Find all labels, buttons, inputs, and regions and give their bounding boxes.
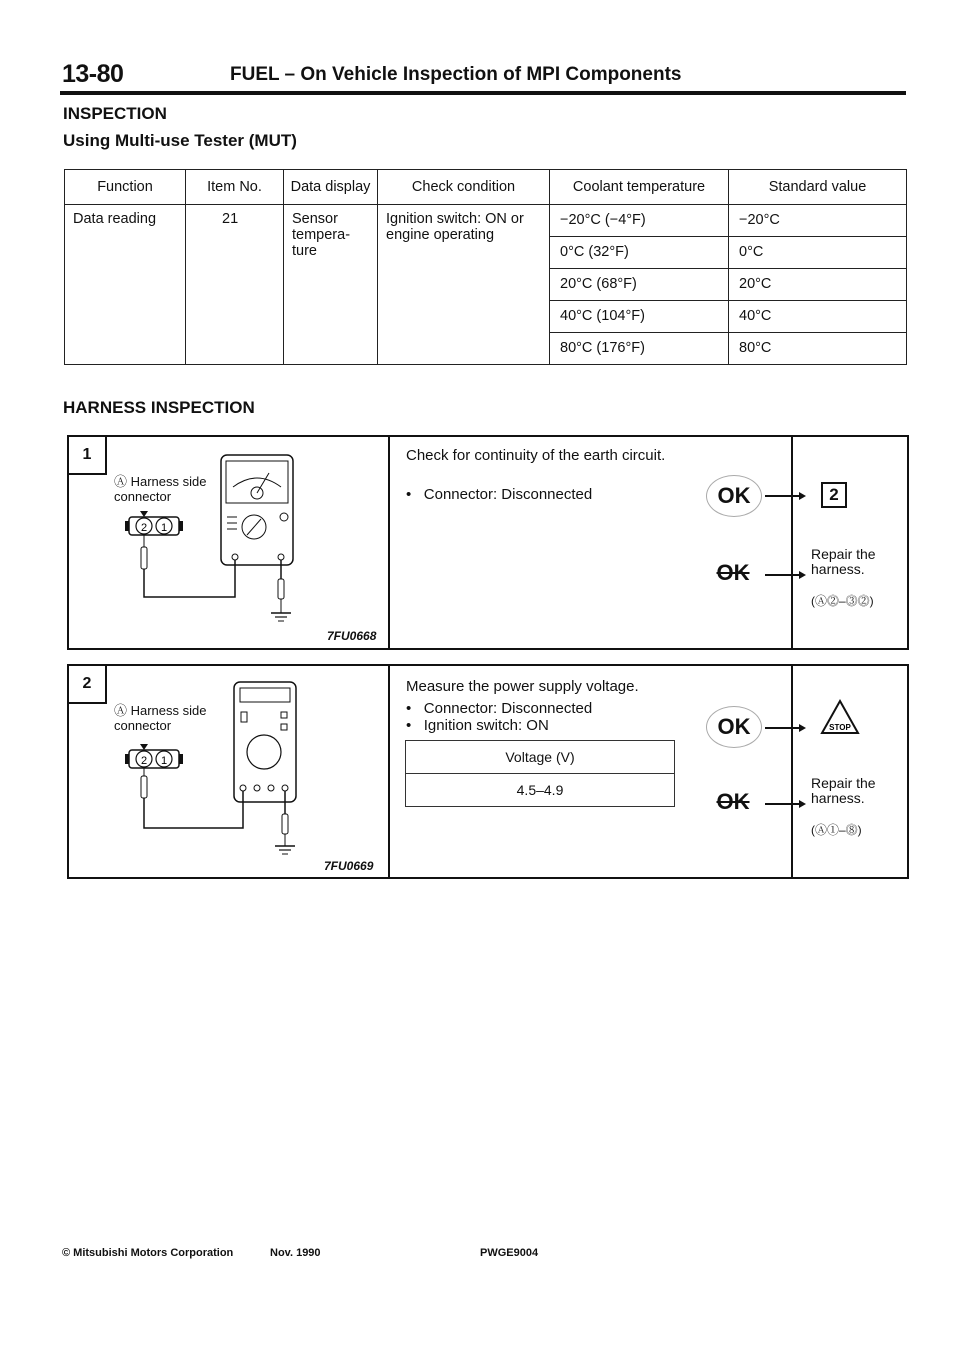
item-no-cell: 21 <box>186 205 284 365</box>
col-header-data-display: Data display <box>284 170 378 205</box>
pin-label: 1 <box>160 522 168 534</box>
step-description: Check for continuity of the earth circuit. <box>406 447 666 464</box>
footer-copyright: © Mitsubishi Motors Corporation <box>62 1247 234 1259</box>
inspection-subtitle: Using Multi-use Tester (MUT) <box>63 131 297 150</box>
col-header-coolant-temperature: Coolant temperature <box>550 170 729 205</box>
harness-side-connector-label: Ⓐ Harness side connector <box>114 703 207 733</box>
coolant-cell: 80°C (176°F) <box>550 333 729 365</box>
coolant-cell: −20°C (−4°F) <box>550 205 729 237</box>
data-display-cell: Sensor tempera-ture <box>284 205 378 365</box>
ng-badge: OK <box>716 560 750 585</box>
table-header-row <box>65 170 907 205</box>
harness-title: HARNESS INSPECTION <box>63 398 255 417</box>
function-cell: Data reading <box>65 205 186 365</box>
ok-arrow <box>765 727 799 729</box>
col-header-function: Function <box>65 170 186 205</box>
coolant-cell: 40°C (104°F) <box>550 301 729 333</box>
bullet-item: • Connector: Disconnected <box>406 700 593 717</box>
stop-label: STOP <box>829 723 851 732</box>
step-number: 1 <box>69 437 107 475</box>
check-condition-cell: Ignition switch: ON or engine operating <box>378 205 550 365</box>
harness-step-1 <box>67 435 909 650</box>
standard-cell: 80°C <box>729 333 907 365</box>
next-step-box: 2 <box>821 482 847 508</box>
coolant-cell: 20°C (68°F) <box>550 269 729 301</box>
ng-arrow <box>765 803 799 805</box>
voltage-table <box>405 740 675 807</box>
standard-cell: −20°C <box>729 205 907 237</box>
standard-cell: 0°C <box>729 237 907 269</box>
ng-arrow <box>765 574 799 576</box>
coolant-cell: 0°C (32°F) <box>550 237 729 269</box>
step-number: 2 <box>69 666 107 704</box>
inspection-title: INSPECTION <box>63 104 167 123</box>
page-number: 13-80 <box>62 60 124 88</box>
repair-text: Repair the harness. <box>811 546 876 577</box>
panel-divider <box>388 666 390 877</box>
ok-arrow <box>765 495 799 497</box>
repair-reference: (Ⓐ⓶–⓷⓶) <box>811 594 874 608</box>
ok-badge: OK <box>706 475 762 517</box>
col-header-item-no: Item No. <box>186 170 284 205</box>
bullet-item: • Connector: Disconnected <box>406 486 593 503</box>
stop-icon <box>819 698 861 736</box>
pin-label: 2 <box>140 755 148 767</box>
footer-code: PWGE9004 <box>480 1247 539 1259</box>
harness-step-2 <box>67 664 909 879</box>
table-row <box>65 205 907 237</box>
header-rule <box>60 91 906 95</box>
figure-code: 7FU0668 <box>327 629 377 643</box>
panel-divider <box>791 666 793 877</box>
panel-divider <box>388 437 390 648</box>
voltage-header: Voltage (V) <box>406 741 675 774</box>
col-header-check-condition: Check condition <box>378 170 550 205</box>
voltage-value: 4.5–4.9 <box>406 774 675 807</box>
footer-date: Nov. 1990 <box>270 1247 321 1259</box>
pin-label: 2 <box>140 522 148 534</box>
standard-cell: 20°C <box>729 269 907 301</box>
repair-reference: (Ⓐ①–⓼) <box>811 823 862 837</box>
ok-badge: OK <box>706 706 762 748</box>
bullet-item: • Ignition switch: ON <box>406 717 549 734</box>
repair-text: Repair the harness. <box>811 775 876 806</box>
harness-side-connector-label: Ⓐ Harness side connector <box>114 474 207 504</box>
pin-label: 1 <box>160 755 168 767</box>
figure-code: 7FU0669 <box>324 859 374 873</box>
panel-divider <box>791 437 793 648</box>
step-description: Measure the power supply voltage. <box>406 678 639 695</box>
mut-data-table <box>64 169 907 365</box>
page-title: FUEL – On Vehicle Inspection of MPI Components <box>230 64 682 85</box>
col-header-standard-value: Standard value <box>729 170 907 205</box>
ng-badge: OK <box>716 789 750 814</box>
standard-cell: 40°C <box>729 301 907 333</box>
